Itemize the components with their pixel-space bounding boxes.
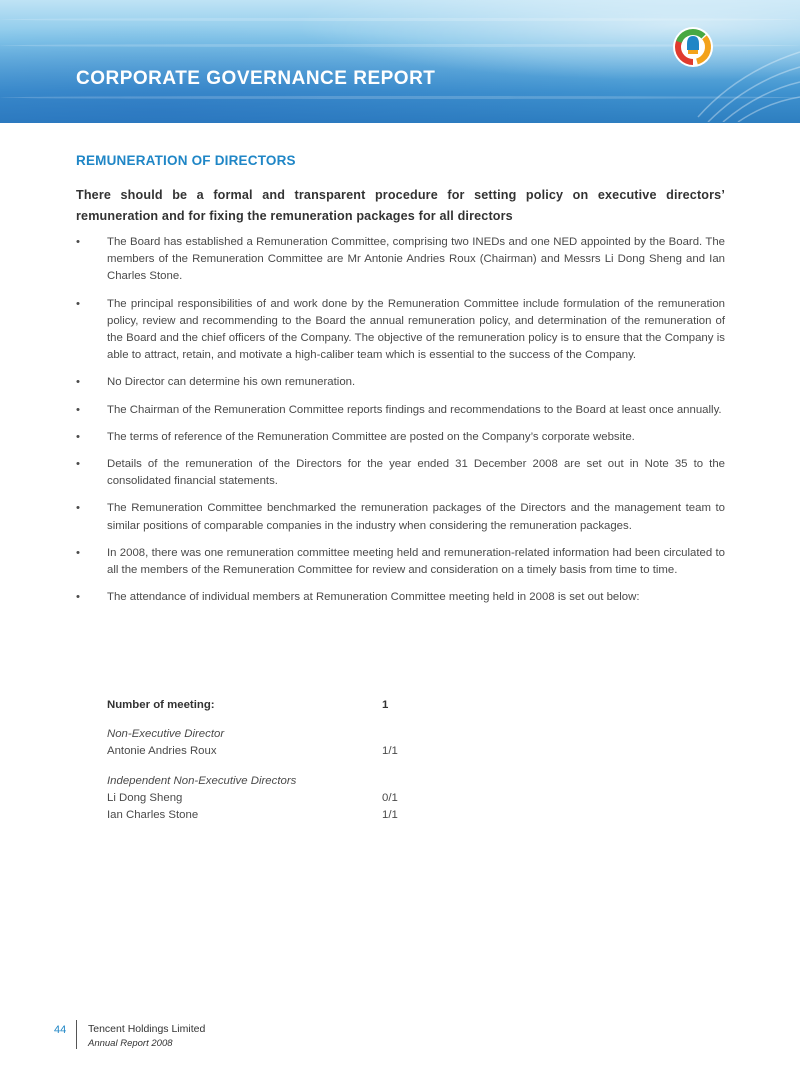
wave-decoration (0, 18, 800, 21)
list-item-text: The principal responsibilities of and work done by the Remuneration Committee include formulation of the remuneration policy, review and recommending to the Board the annual remuneration policy, and determination of the remuneration of the Board and the chief officers of the Company. The objective of the remuneration policy is to ensure that the Company is able to attract, retain, and motivate a high-caliber team which is essential to the success of the Company. (107, 297, 725, 362)
list-item-text: In 2008, there was one remuneration committee meeting held and remuneration-related information had been circulated to all the members of the Remuneration Committee for review and consideration on a timely basis from time to time. (107, 546, 725, 577)
bullet-icon: • (76, 297, 80, 310)
list-item-text: The Remuneration Committee benchmarked the remuneration packages of the Directors and the management team to similar positions of comparable companies in the industry when considering the remuneration packages. (107, 502, 725, 532)
attendance-value: 0/1 (382, 791, 398, 804)
director-name: Li Dong Sheng (107, 791, 183, 804)
table-row (107, 790, 507, 807)
bullet-icon: • (76, 403, 80, 416)
list-item-text: The terms of reference of the Remuneration Committee are posted on the Company’s corporate website. (107, 430, 635, 443)
footer-report-title: Annual Report 2008 (88, 1038, 173, 1049)
list-item-text: The Board has established a Remuneration Committee, comprising two INEDs and one NED appointed by the Board. The members of the Remuneration Committee are Mr Antonie Andries Roux (Chairman) and Messrs Li Dong Sheng and Ian Charles Stone. (107, 236, 725, 283)
list-item-text: The Chairman of the Remuneration Committee reports findings and recommendations to the Board at least once annually. (107, 403, 722, 416)
list-item (76, 234, 725, 286)
list-item (76, 402, 725, 419)
bullet-list (76, 234, 725, 616)
bullet-icon: • (76, 546, 80, 559)
list-item-text: The attendance of individual members at Remuneration Committee meeting held in 2008 is set out below: (107, 591, 640, 604)
table-row (107, 807, 507, 824)
page-number: 44 (54, 1024, 67, 1036)
tencent-bubble-logo-icon (668, 22, 800, 122)
bullet-icon: • (76, 502, 80, 515)
group-label-ned: Non-Executive Director (107, 728, 225, 741)
section-heading: REMUNERATION OF DIRECTORS (76, 153, 296, 168)
director-name: Ian Charles Stone (107, 808, 199, 821)
attendance-value: 1/1 (382, 808, 398, 821)
list-item (76, 545, 725, 579)
header-banner (0, 0, 800, 123)
bullet-icon: • (76, 376, 80, 389)
bullet-icon: • (76, 591, 80, 604)
list-item (76, 589, 725, 606)
list-item-text: No Director can determine his own remuneration. (107, 376, 356, 389)
list-item (76, 500, 725, 534)
director-name: Antonie Andries Roux (107, 745, 217, 758)
attendance-value: 1/1 (382, 745, 398, 758)
bullet-icon: • (76, 236, 80, 248)
footer-divider (76, 1020, 77, 1049)
attendance-table (107, 697, 507, 824)
meeting-count-value: 1 (382, 699, 389, 711)
meeting-count-label: Number of meeting: (107, 699, 215, 711)
list-item (76, 296, 725, 365)
group-label-ined: Independent Non-Executive Directors (107, 774, 297, 787)
page-title: CORPORATE GOVERNANCE REPORT (76, 68, 436, 89)
bullet-icon: • (76, 458, 80, 471)
list-item-text: Details of the remuneration of the Directors for the year ended 31 December 2008 are set out in Note 35 to the consolidated financial statements. (107, 458, 725, 488)
attendance-header-row (107, 697, 507, 714)
list-item (76, 456, 725, 490)
lead-statement: There should be a formal and transparent procedure for setting policy on executive directors’ remuneration and for fixing the remuneration packages for all directors (76, 188, 725, 223)
footer-company: Tencent Holdings Limited (88, 1023, 206, 1035)
list-item (76, 374, 725, 391)
table-row (107, 743, 507, 760)
bullet-icon: • (76, 430, 80, 443)
list-item (76, 429, 725, 446)
